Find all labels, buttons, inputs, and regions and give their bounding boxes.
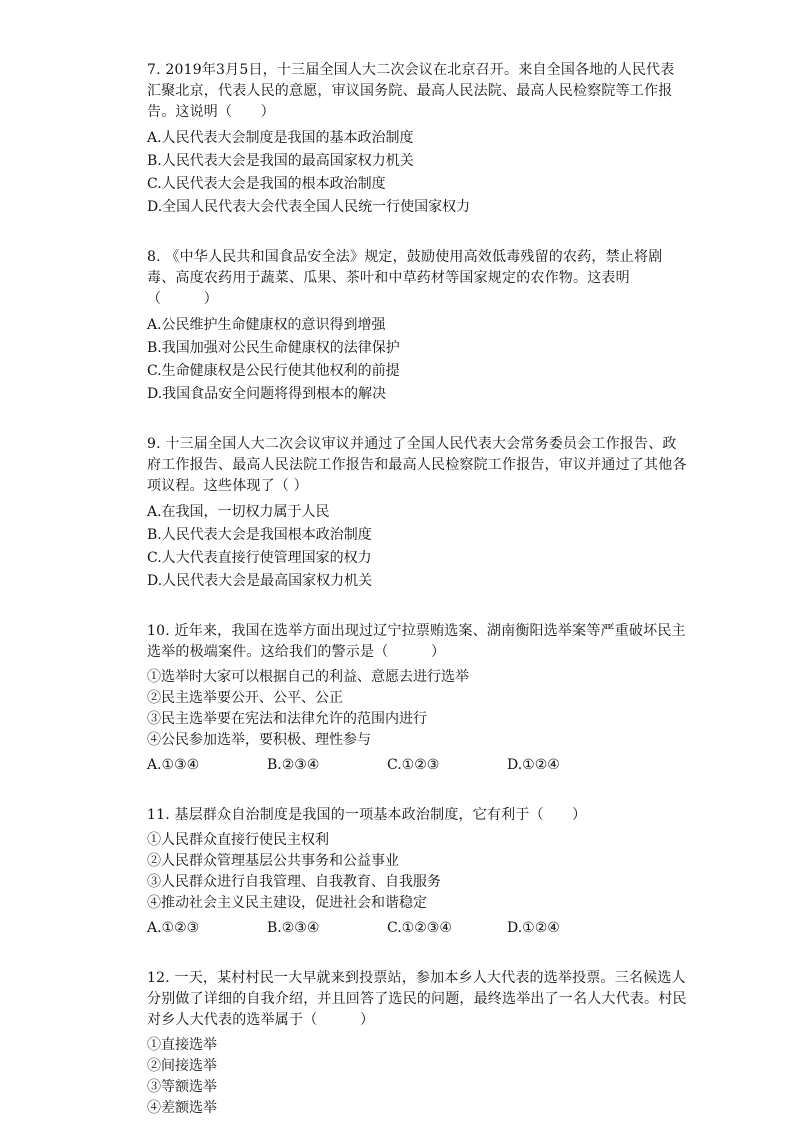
question-7	[147, 60, 687, 219]
question-11	[147, 805, 687, 940]
option-c: C.人大代表直接行使管理国家的权力	[147, 550, 372, 566]
statement-item: ③民主选举要在宪法和法律允许的范围内进行	[147, 711, 427, 727]
answer-choices	[147, 753, 687, 777]
option-d: D.我国食品安全问题将得到根本的解决	[147, 386, 387, 402]
option-d: D.人民代表大会是最高国家权力机关	[147, 573, 373, 589]
exam-page	[147, 60, 687, 1147]
choice-a: A.①②③	[147, 920, 200, 936]
option-d: D.全国人民代表大会代表全国人民统一行使国家权力	[147, 199, 471, 215]
statement-item: ④推动社会主义民主建设，促进社会和谐稳定	[147, 895, 427, 911]
option-a: A.公民维护生命健康权的意识得到增强	[147, 317, 386, 333]
option-c: C.生命健康权是公民行使其他权利的前提	[147, 363, 400, 379]
question-stem: 9. 十三届全国人大二次会议审议并通过了全国人民代表大会常务委员会工作报告、政府工作报告、最高人民法院工作报告和最高人民检察院工作报告，审议并通过了其他各项议程。这些体现了（ ）	[147, 436, 687, 494]
option-b: B.人民代表大会是我国根本政治制度	[147, 527, 372, 543]
option-b: B.我国加强对公民生命健康权的法律保护	[147, 340, 400, 356]
statement-item: ③人民群众进行自我管理、自我教育、自我服务	[147, 874, 441, 890]
statement-item: ②间接选举	[147, 1058, 217, 1074]
question-stem: 11. 基层群众自治制度是我国的一项基本政治制度，它有利于（ ）	[147, 807, 587, 823]
question-stem: 8. 《中华人民共和国食品安全法》规定，鼓励使用高效低毒残留的农药，禁止将剧毒、高度农药用于蔬菜、瓜果、茶叶和中草药材等国家规定的农作物。这表明（ ）	[147, 249, 663, 307]
choice-c: C.①②③④	[387, 920, 452, 936]
option-a: A.在我国，一切权力属于人民	[147, 504, 330, 520]
statement-item: ①人民群众直接行使民主权利	[147, 832, 329, 848]
answer-choices	[147, 916, 687, 940]
question-stem: 7. 2019年3月5日，十三届全国人大二次会议在北京召开。来自全国各地的人民代表汇聚北京，代表人民的意愿，审议国务院、最高人民法院、最高人民检察院等工作报告。这说明（ ）	[147, 62, 675, 120]
question-stem: 10. 近年来，我国在选举方面出现过辽宁拉票贿选案、湖南衡阳选举案等严重破坏民主选举的极端案件。这给我们的警示是（ ）	[147, 623, 686, 660]
question-8	[147, 247, 687, 406]
choice-b: B.②③④	[267, 757, 320, 773]
statement-item: ②人民群众管理基层公共事务和公益事业	[147, 853, 399, 869]
option-c: C.人民代表大会是我国的根本政治制度	[147, 176, 386, 192]
statement-item: ③等额选举	[147, 1079, 217, 1095]
choice-c: C.①②③	[387, 757, 440, 773]
question-12	[147, 968, 687, 1119]
choice-d: D.①②④	[507, 757, 560, 773]
choice-a: A.①③④	[147, 757, 200, 773]
choice-b: B.②③④	[267, 920, 320, 936]
statement-item: ②民主选举要公开、公平、公正	[147, 690, 343, 706]
question-10	[147, 621, 687, 777]
statement-item: ④差额选举	[147, 1100, 217, 1116]
statement-item: ④公民参加选举，要积极、理性参与	[147, 732, 371, 748]
choice-d: D.①②④	[507, 920, 560, 936]
question-stem: 12. 一天，某村村民一大早就来到投票站，参加本乡人大代表的选举投票。三名候选人分别做了详细的自我介绍，并且回答了选民的问题，最终选举出了一名人大代表。村民对乡人大代表的选举属于（ ）	[147, 970, 687, 1028]
question-9	[147, 434, 687, 593]
option-b: B.人民代表大会是我国的最高国家权力机关	[147, 153, 414, 169]
statement-item: ①直接选举	[147, 1037, 217, 1053]
statement-item: ①选举时大家可以根据自己的利益、意愿去进行选举	[147, 669, 469, 685]
option-a: A.人民代表大会制度是我国的基本政治制度	[147, 130, 414, 146]
